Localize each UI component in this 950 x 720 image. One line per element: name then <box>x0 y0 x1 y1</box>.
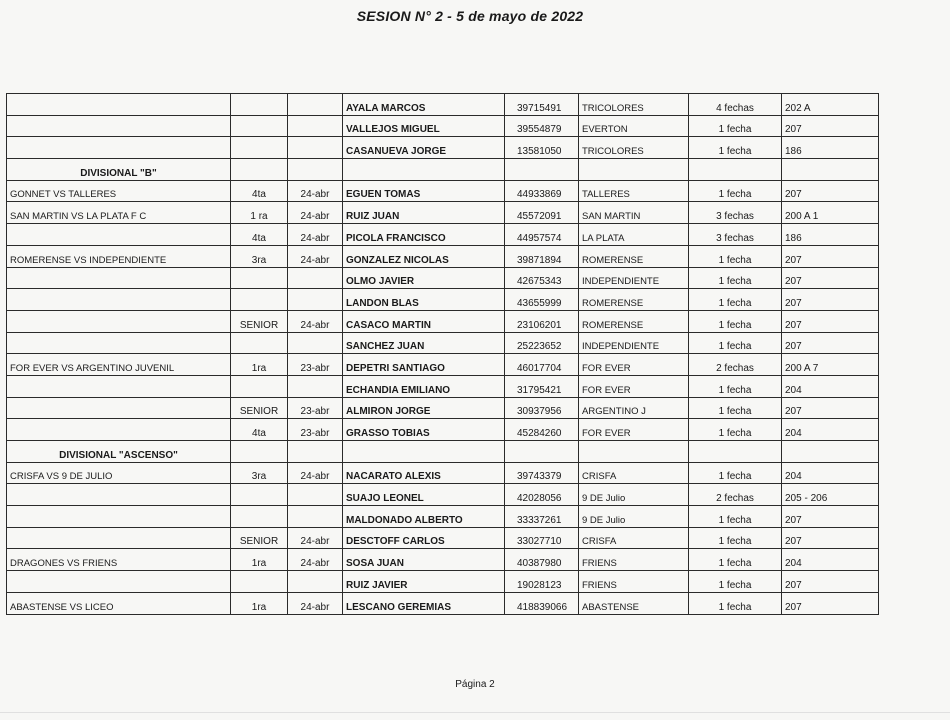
cell-club: EVERTON <box>579 115 689 137</box>
table-body <box>7 94 879 615</box>
cell-fecha <box>288 137 343 159</box>
empty-cell <box>343 441 505 463</box>
cell-articulo: 207 <box>782 527 879 549</box>
cell-articulo: 205 - 206 <box>782 484 879 506</box>
cell-division: 4ta <box>231 180 288 202</box>
cell-partido <box>7 267 231 289</box>
cell-jugador: MALDONADO ALBERTO <box>343 506 505 528</box>
cell-sancion: 4 fechas <box>689 94 782 116</box>
cell-fecha: 24-abr <box>288 180 343 202</box>
cell-dni: 33027710 <box>505 527 579 549</box>
cell-articulo: 207 <box>782 289 879 311</box>
cell-fecha <box>288 375 343 397</box>
table-row <box>7 397 879 419</box>
cell-jugador: DEPETRI SANTIAGO <box>343 354 505 376</box>
table-row <box>7 310 879 332</box>
cell-partido <box>7 419 231 441</box>
table-row <box>7 94 879 116</box>
cell-sancion: 1 fecha <box>689 289 782 311</box>
section-title: DIVISIONAL "ASCENSO" <box>7 441 231 463</box>
cell-dni: 45572091 <box>505 202 579 224</box>
table-row <box>7 375 879 397</box>
cell-dni: 39554879 <box>505 115 579 137</box>
cell-partido <box>7 484 231 506</box>
cell-division: 3ra <box>231 462 288 484</box>
cell-club: 9 DE Julio <box>579 484 689 506</box>
cell-partido: ROMERENSE VS INDEPENDIENTE <box>7 245 231 267</box>
cell-division: SENIOR <box>231 527 288 549</box>
cell-articulo: 207 <box>782 310 879 332</box>
cell-partido <box>7 310 231 332</box>
cell-fecha <box>288 506 343 528</box>
cell-dni: 46017704 <box>505 354 579 376</box>
cell-club: FOR EVER <box>579 354 689 376</box>
cell-fecha: 24-abr <box>288 310 343 332</box>
cell-sancion: 3 fechas <box>689 224 782 246</box>
cell-jugador: GONZALEZ NICOLAS <box>343 245 505 267</box>
cell-fecha <box>288 267 343 289</box>
cell-partido: SAN MARTIN VS LA PLATA F C <box>7 202 231 224</box>
page-number: Página 2 <box>455 679 495 690</box>
table-row <box>7 527 879 549</box>
cell-articulo: 207 <box>782 180 879 202</box>
empty-cell <box>689 441 782 463</box>
cell-articulo: 200 A 7 <box>782 354 879 376</box>
table-row <box>7 137 879 159</box>
table-row <box>7 289 879 311</box>
scan-edge <box>0 712 950 713</box>
cell-club: ROMERENSE <box>579 310 689 332</box>
cell-partido <box>7 289 231 311</box>
table-row <box>7 419 879 441</box>
cell-articulo: 204 <box>782 375 879 397</box>
cell-articulo: 202 A <box>782 94 879 116</box>
cell-club: ROMERENSE <box>579 289 689 311</box>
table-row <box>7 506 879 528</box>
cell-sancion: 1 fecha <box>689 419 782 441</box>
cell-club: ROMERENSE <box>579 245 689 267</box>
cell-articulo: 207 <box>782 506 879 528</box>
cell-fecha: 24-abr <box>288 549 343 571</box>
cell-club: INDEPENDIENTE <box>579 267 689 289</box>
table-row <box>7 549 879 571</box>
cell-club: CRISFA <box>579 462 689 484</box>
cell-division <box>231 332 288 354</box>
cell-dni: 44957574 <box>505 224 579 246</box>
table-row <box>7 180 879 202</box>
section-header-row <box>7 441 879 463</box>
cell-fecha: 24-abr <box>288 245 343 267</box>
cell-sancion: 1 fecha <box>689 506 782 528</box>
cell-fecha <box>288 94 343 116</box>
cell-club: TRICOLORES <box>579 137 689 159</box>
table-row <box>7 245 879 267</box>
cell-sancion: 1 fecha <box>689 245 782 267</box>
empty-cell <box>288 159 343 181</box>
table-row <box>7 202 879 224</box>
cell-fecha: 23-abr <box>288 397 343 419</box>
cell-division: 1ra <box>231 549 288 571</box>
cell-sancion: 1 fecha <box>689 571 782 593</box>
cell-fecha: 24-abr <box>288 202 343 224</box>
cell-sancion: 3 fechas <box>689 202 782 224</box>
cell-articulo: 207 <box>782 571 879 593</box>
cell-sancion: 1 fecha <box>689 180 782 202</box>
cell-division: 4ta <box>231 419 288 441</box>
cell-jugador: ALMIRON JORGE <box>343 397 505 419</box>
cell-division: 1ra <box>231 592 288 614</box>
cell-jugador: NACARATO ALEXIS <box>343 462 505 484</box>
cell-club: FRIENS <box>579 571 689 593</box>
cell-partido <box>7 571 231 593</box>
cell-dni: 42675343 <box>505 267 579 289</box>
cell-jugador: LESCANO GEREMIAS <box>343 592 505 614</box>
cell-jugador: OLMO JAVIER <box>343 267 505 289</box>
cell-articulo: 186 <box>782 224 879 246</box>
cell-jugador: ECHANDIA EMILIANO <box>343 375 505 397</box>
cell-dni: 23106201 <box>505 310 579 332</box>
section-title: DIVISIONAL "B" <box>7 159 231 181</box>
empty-cell <box>505 441 579 463</box>
cell-club: FOR EVER <box>579 375 689 397</box>
cell-partido <box>7 375 231 397</box>
cell-dni: 25223652 <box>505 332 579 354</box>
table-row <box>7 484 879 506</box>
cell-dni: 19028123 <box>505 571 579 593</box>
cell-division: 1ra <box>231 354 288 376</box>
cell-club: FOR EVER <box>579 419 689 441</box>
cell-fecha <box>288 571 343 593</box>
cell-partido <box>7 506 231 528</box>
cell-fecha <box>288 289 343 311</box>
cell-sancion: 1 fecha <box>689 462 782 484</box>
cell-partido: GONNET VS TALLERES <box>7 180 231 202</box>
table-row <box>7 115 879 137</box>
sanctions-table-container <box>6 93 878 615</box>
cell-dni: 39871894 <box>505 245 579 267</box>
cell-division <box>231 94 288 116</box>
empty-cell <box>343 159 505 181</box>
cell-fecha: 24-abr <box>288 527 343 549</box>
empty-cell <box>231 159 288 181</box>
cell-jugador: SOSA JUAN <box>343 549 505 571</box>
table-row <box>7 462 879 484</box>
cell-dni: 40387980 <box>505 549 579 571</box>
cell-jugador: PICOLA FRANCISCO <box>343 224 505 246</box>
cell-sancion: 1 fecha <box>689 549 782 571</box>
cell-dni: 39743379 <box>505 462 579 484</box>
cell-club: TRICOLORES <box>579 94 689 116</box>
cell-jugador: AYALA MARCOS <box>343 94 505 116</box>
cell-division: 3ra <box>231 245 288 267</box>
cell-sancion: 1 fecha <box>689 267 782 289</box>
cell-articulo: 204 <box>782 419 879 441</box>
table-row <box>7 354 879 376</box>
cell-fecha <box>288 332 343 354</box>
table-row <box>7 592 879 614</box>
empty-cell <box>689 159 782 181</box>
cell-articulo: 207 <box>782 592 879 614</box>
cell-sancion: 1 fecha <box>689 332 782 354</box>
cell-division <box>231 571 288 593</box>
cell-sancion: 1 fecha <box>689 592 782 614</box>
cell-dni: 45284260 <box>505 419 579 441</box>
cell-sancion: 1 fecha <box>689 375 782 397</box>
cell-club: SAN MARTIN <box>579 202 689 224</box>
cell-division <box>231 506 288 528</box>
cell-division <box>231 289 288 311</box>
empty-cell <box>579 159 689 181</box>
cell-dni: 31795421 <box>505 375 579 397</box>
cell-dni: 13581050 <box>505 137 579 159</box>
cell-partido <box>7 527 231 549</box>
cell-dni: 44933869 <box>505 180 579 202</box>
cell-fecha <box>288 484 343 506</box>
cell-club: 9 DE Julio <box>579 506 689 528</box>
cell-articulo: 207 <box>782 332 879 354</box>
cell-fecha: 23-abr <box>288 354 343 376</box>
cell-partido <box>7 94 231 116</box>
section-header-row <box>7 159 879 181</box>
empty-cell <box>231 441 288 463</box>
table-row <box>7 224 879 246</box>
cell-dni: 418839066 <box>505 592 579 614</box>
cell-club: ARGENTINO J <box>579 397 689 419</box>
page-title: SESION N° 2 - 5 de mayo de 2022 <box>356 8 584 24</box>
cell-partido: CRISFA VS 9 DE JULIO <box>7 462 231 484</box>
cell-division <box>231 484 288 506</box>
cell-jugador: DESCTOFF CARLOS <box>343 527 505 549</box>
empty-cell <box>782 159 879 181</box>
cell-dni: 30937956 <box>505 397 579 419</box>
cell-dni: 33337261 <box>505 506 579 528</box>
cell-partido <box>7 224 231 246</box>
cell-sancion: 2 fechas <box>689 484 782 506</box>
cell-partido <box>7 332 231 354</box>
table-row <box>7 571 879 593</box>
cell-jugador: RUIZ JUAN <box>343 202 505 224</box>
cell-articulo: 207 <box>782 245 879 267</box>
cell-sancion: 1 fecha <box>689 527 782 549</box>
cell-sancion: 1 fecha <box>689 397 782 419</box>
cell-jugador: LANDON BLAS <box>343 289 505 311</box>
cell-sancion: 1 fecha <box>689 115 782 137</box>
cell-articulo: 204 <box>782 549 879 571</box>
cell-division <box>231 137 288 159</box>
cell-jugador: CASACO MARTIN <box>343 310 505 332</box>
cell-articulo: 200 A 1 <box>782 202 879 224</box>
cell-club: INDEPENDIENTE <box>579 332 689 354</box>
empty-cell <box>505 159 579 181</box>
cell-jugador: GRASSO TOBIAS <box>343 419 505 441</box>
cell-division: SENIOR <box>231 310 288 332</box>
cell-fecha: 24-abr <box>288 224 343 246</box>
cell-division <box>231 115 288 137</box>
cell-club: FRIENS <box>579 549 689 571</box>
cell-fecha <box>288 115 343 137</box>
cell-division <box>231 375 288 397</box>
cell-fecha: 23-abr <box>288 419 343 441</box>
table-row <box>7 267 879 289</box>
cell-partido: DRAGONES VS FRIENS <box>7 549 231 571</box>
cell-articulo: 204 <box>782 462 879 484</box>
empty-cell <box>288 441 343 463</box>
sanctions-table <box>6 93 879 615</box>
cell-fecha: 24-abr <box>288 462 343 484</box>
cell-division <box>231 267 288 289</box>
cell-sancion: 1 fecha <box>689 310 782 332</box>
cell-jugador: EGUEN TOMAS <box>343 180 505 202</box>
cell-sancion: 2 fechas <box>689 354 782 376</box>
cell-articulo: 207 <box>782 115 879 137</box>
cell-fecha: 24-abr <box>288 592 343 614</box>
cell-jugador: RUIZ JAVIER <box>343 571 505 593</box>
table-row <box>7 332 879 354</box>
cell-jugador: CASANUEVA JORGE <box>343 137 505 159</box>
cell-club: CRISFA <box>579 527 689 549</box>
empty-cell <box>782 441 879 463</box>
cell-partido: ABASTENSE VS LICEO <box>7 592 231 614</box>
cell-articulo: 207 <box>782 267 879 289</box>
cell-division: 1 ra <box>231 202 288 224</box>
cell-division: 4ta <box>231 224 288 246</box>
cell-dni: 42028056 <box>505 484 579 506</box>
cell-club: LA PLATA <box>579 224 689 246</box>
cell-jugador: VALLEJOS MIGUEL <box>343 115 505 137</box>
cell-dni: 39715491 <box>505 94 579 116</box>
cell-club: ABASTENSE <box>579 592 689 614</box>
cell-partido: FOR EVER VS ARGENTINO JUVENIL <box>7 354 231 376</box>
empty-cell <box>579 441 689 463</box>
cell-partido <box>7 115 231 137</box>
cell-partido <box>7 137 231 159</box>
cell-club: TALLERES <box>579 180 689 202</box>
cell-partido <box>7 397 231 419</box>
cell-jugador: SUAJO LEONEL <box>343 484 505 506</box>
cell-articulo: 186 <box>782 137 879 159</box>
cell-division: SENIOR <box>231 397 288 419</box>
cell-sancion: 1 fecha <box>689 137 782 159</box>
cell-articulo: 207 <box>782 397 879 419</box>
cell-dni: 43655999 <box>505 289 579 311</box>
cell-jugador: SANCHEZ JUAN <box>343 332 505 354</box>
